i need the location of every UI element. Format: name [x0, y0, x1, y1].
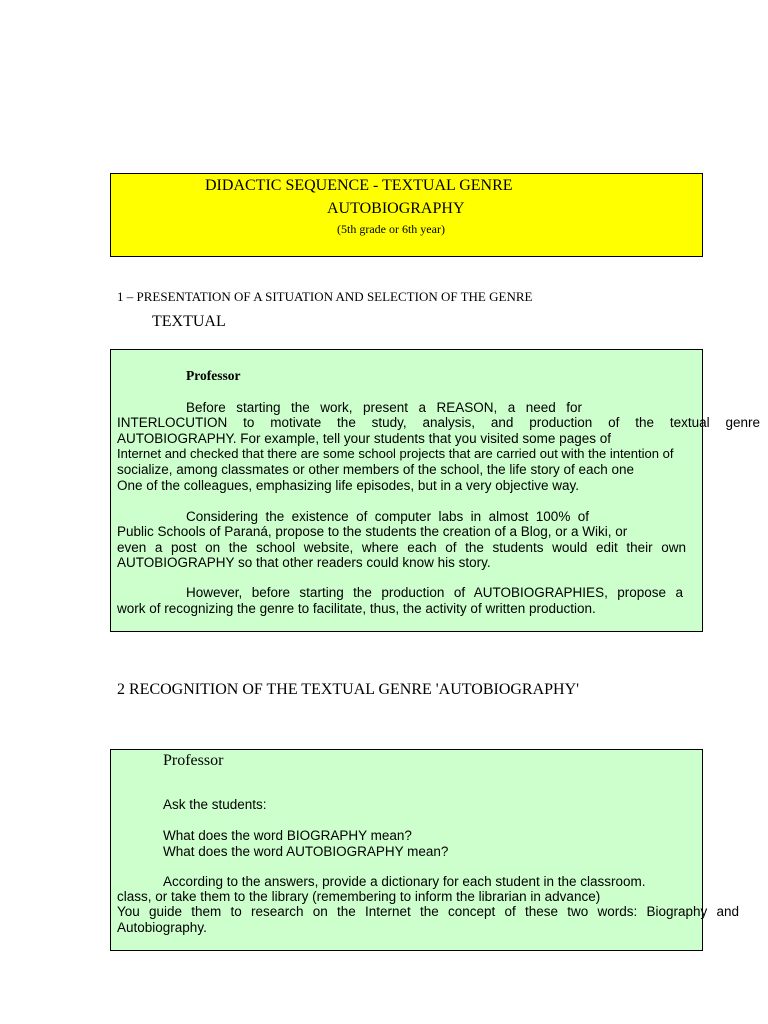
section1-heading-line1: 1 – PRESENTATION OF A SITUATION AND SELECTION OF THE GENRE — [117, 289, 533, 304]
section2-heading: 2 RECOGNITION OF THE TEXTUAL GENRE 'AUTOBIOGRAPHY' — [117, 681, 580, 698]
title-line-1: DIDACTIC SEQUENCE - TEXTUAL GENRE — [205, 177, 513, 194]
s2-ask: Ask the students: — [163, 797, 267, 812]
s1-p1-line5: socialize, among classmates or other members of the school, the life story of each one — [117, 462, 635, 477]
s1-p1-line1: Before starting the work, present a REASON, a need for — [186, 400, 582, 415]
s1-p1-line6: One of the colleagues, emphasizing life episodes, but in a very objective way. — [117, 478, 580, 493]
s2-p-line2: class, or take them to the library (remembering to inform the librarian in advance) — [117, 889, 601, 904]
s1-p2-line3: even a post on the school website, where each of the students would edit their own — [117, 540, 686, 555]
s2-p-line4: Autobiography. — [117, 920, 207, 935]
s1-p2-line2: Public Schools of Paraná, propose to the students the creation of a Blog, or a Wiki, or — [117, 524, 628, 539]
title-line-2: AUTOBIOGRAPHY — [327, 200, 465, 217]
s1-p2-line4: AUTOBIOGRAPHY so that other readers could know his story. — [117, 555, 491, 570]
s1-p1-line3: AUTOBIOGRAPHY. For example, tell your students that you visited some pages of — [117, 431, 611, 446]
s1-p1-line4: Internet and checked that there are some school projects that are carried out with the intention of — [117, 446, 674, 461]
s1-p3-line1: However, before starting the production of AUTOBIOGRAPHIES, propose a — [186, 585, 683, 600]
s2-p-line1: According to the answers, provide a dictionary for each student in the classroom. — [163, 874, 646, 889]
s2-q1: What does the word BIOGRAPHY mean? — [163, 828, 412, 843]
section1-heading-line2: TEXTUAL — [152, 313, 226, 330]
s2-p-line3: You guide them to research on the Internet the concept of these two words: Biography and — [117, 904, 739, 919]
title-line-3: (5th grade or 6th year) — [337, 222, 445, 236]
s1-p1-line2: INTERLOCUTION to motivate the study, analysis, and production of the textual genre — [117, 415, 760, 430]
section1-professor-label: Professor — [186, 368, 241, 383]
section2-professor-label: Professor — [163, 752, 224, 769]
s2-q2: What does the word AUTOBIOGRAPHY mean? — [163, 844, 449, 859]
s2-p2-line1: Considering the existence of computer labs in almost 100% of — [186, 509, 589, 524]
s1-p3-line2: work of recognizing the genre to facilitate, thus, the activity of written production. — [117, 601, 596, 616]
